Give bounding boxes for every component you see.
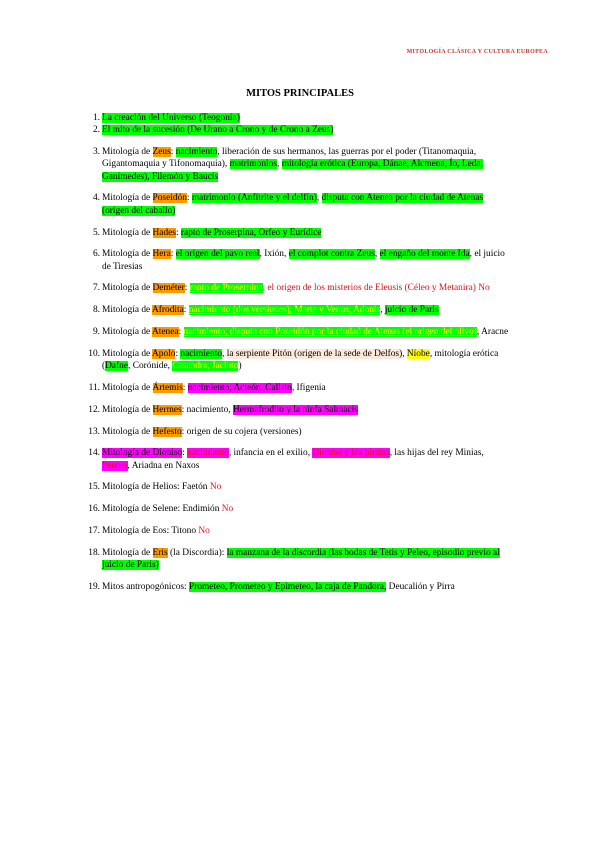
list-spacer <box>102 394 512 404</box>
item-number: 4. <box>92 193 100 204</box>
text-segment: Mitología de Helios: Faetón <box>102 482 210 493</box>
item-number: 14. <box>88 448 100 459</box>
text-segment: (la Discordia): <box>167 547 227 558</box>
item-number: 19. <box>88 581 100 592</box>
text-segment: No <box>209 482 222 493</box>
list-spacer <box>102 494 512 504</box>
item-number: 2. <box>92 125 100 136</box>
item-text <box>102 348 512 373</box>
text-segment: Prometeo, Prometeo y Epimeteo, la caja de Pandora, <box>188 581 387 592</box>
item-number: 7. <box>92 283 100 294</box>
list-spacer <box>102 438 512 448</box>
text-segment: Mitología de Dioniso <box>102 448 183 459</box>
item-text <box>102 326 512 338</box>
text-segment: Mitología de Eos: Titono <box>102 526 199 537</box>
text-segment: Eris <box>152 547 168 558</box>
text-segment: matrimonio (Anfítrite y el delfín) <box>191 193 317 204</box>
text-segment: Mitología de <box>102 426 153 437</box>
item-number: 9. <box>92 327 100 338</box>
item-text <box>102 447 512 472</box>
item-number: 3. <box>92 147 100 158</box>
text-segment: : <box>183 305 189 316</box>
item-number: 1. <box>92 113 100 123</box>
list-item <box>88 547 512 572</box>
text-segment: Mitología de <box>102 283 153 294</box>
list-item <box>92 304 512 316</box>
document-title: MITOS PRINCIPALES <box>246 88 354 99</box>
item-text <box>102 192 512 217</box>
text-segment: Mitología de <box>102 193 153 204</box>
text-segment: Mitología de <box>102 147 153 158</box>
text-segment: : <box>184 283 190 294</box>
list-item <box>88 447 512 472</box>
text-segment: Hermes <box>152 404 182 415</box>
text-segment: Mitología de <box>102 382 153 393</box>
text-segment: Mitología de <box>102 227 153 238</box>
text-segment: , Aracne <box>476 327 509 338</box>
text-segment: : origen de su cojera (versiones) <box>181 426 302 437</box>
item-text <box>102 547 512 572</box>
text-segment: : <box>182 448 188 459</box>
text-segment: juicio de Paris <box>384 305 439 316</box>
text-segment: Apolo <box>152 348 176 359</box>
item-number: 6. <box>92 249 100 260</box>
text-segment: Mitología de <box>102 404 153 415</box>
text-segment: Mitología de <box>102 305 152 316</box>
text-segment: , <box>316 193 322 204</box>
text-segment: Poseidón <box>152 193 187 204</box>
text-segment: el origen del pavo real <box>175 249 260 260</box>
list-spacer <box>102 338 512 348</box>
item-number: 8. <box>92 305 100 316</box>
text-segment: mitología erótica (Europa, Dánae, Alcmena, Ío, Leda, Ganímedes), Filemón y Baucis <box>102 159 483 182</box>
item-text <box>102 248 512 273</box>
item-text <box>102 525 512 537</box>
text-segment: ) <box>238 361 242 372</box>
item-number: 17. <box>88 526 100 537</box>
item-number: 5. <box>92 227 100 238</box>
list-spacer <box>102 239 512 249</box>
list-spacer <box>102 472 512 482</box>
item-text <box>102 481 512 493</box>
text-segment: El mito de la sucesión (De Urano a Crono y de Crono a Zeus) <box>102 125 334 136</box>
list-item <box>92 192 512 217</box>
text-segment: , el juicio de Tiresias <box>102 249 505 272</box>
list-item <box>88 481 512 493</box>
text-segment: Hefesto <box>152 426 182 437</box>
text-segment: : <box>182 382 188 393</box>
list-item <box>92 248 512 273</box>
list-spacer <box>102 273 512 283</box>
list-spacer <box>102 137 512 147</box>
item-number: 15. <box>88 482 100 493</box>
text-segment: La creación del Universo (Teogonía) <box>102 113 240 123</box>
item-number: 16. <box>88 504 100 515</box>
text-segment: el engaño del monte Ida <box>379 249 470 260</box>
text-segment: nacimiento <box>180 348 223 359</box>
item-number: 10. <box>88 348 100 359</box>
item-number: 18. <box>88 547 100 558</box>
text-segment: Afrodita <box>152 305 184 316</box>
text-segment: , <box>277 159 282 170</box>
text-segment: Ártemis <box>152 382 183 393</box>
text-segment: , <box>402 348 407 359</box>
text-segment: Dioniso y los piratas <box>312 448 390 459</box>
text-segment: Deméter <box>152 283 185 294</box>
text-segment: : <box>175 348 181 359</box>
running-header: MITOLOGÍA CLÁSICA Y CULTURA EUROPEA <box>406 49 548 55</box>
list-spacer <box>102 217 512 227</box>
list-item <box>92 227 512 239</box>
list-spacer <box>102 416 512 426</box>
text-segment: Hermafrodito y la ninfa Salmacis <box>232 404 358 415</box>
item-text <box>102 146 512 183</box>
text-segment: Mitología de <box>102 327 152 338</box>
text-segment: Níobe <box>406 348 430 359</box>
text-segment: , las hijas del rey Minias, <box>389 448 484 459</box>
item-text <box>102 304 512 316</box>
list-item <box>88 426 512 438</box>
text-segment: Deucalión y Pirra <box>386 581 455 592</box>
text-segment: rapto de Proserpina, Orfeo y Eurídice <box>180 227 322 238</box>
list-spacer <box>102 317 512 327</box>
item-number: 13. <box>88 426 100 437</box>
text-segment: Mitos antropogónicos: <box>102 581 189 592</box>
list-item <box>88 525 512 537</box>
text-segment: Hades <box>152 227 176 238</box>
list-spacer <box>102 571 512 581</box>
text-segment: : <box>170 147 176 158</box>
item-text <box>102 404 512 416</box>
text-segment: nacimiento, Acteón, Calisto <box>187 382 292 393</box>
text-segment: Mitología de Selene: Endimión <box>102 504 222 515</box>
text-segment: , Corónide, <box>128 361 173 372</box>
list-item <box>92 326 512 338</box>
list-spacer <box>102 183 512 193</box>
text-segment: , el origen de los misterios de Eleusis (Céleo y Metanira) No <box>262 283 490 294</box>
text-segment: , <box>374 249 380 260</box>
item-number: 11. <box>88 382 100 393</box>
list-spacer <box>102 516 512 526</box>
text-segment: : <box>170 249 176 260</box>
text-segment: Casandra, Jacinto <box>172 361 239 372</box>
item-text <box>102 227 512 239</box>
text-segment: la manzana de la discordia (las bodas de Tetis y Peleo, episodio previo al juicio de Paris) <box>102 547 500 571</box>
item-text <box>102 282 512 294</box>
text-segment: Zeus <box>152 147 171 158</box>
text-segment: nacimiento <box>187 448 229 459</box>
text-segment: rapto de Proserpina <box>189 283 263 294</box>
text-segment: : <box>186 193 192 204</box>
list-item <box>88 581 512 593</box>
text-segment: , <box>222 348 227 359</box>
text-segment: , <box>380 305 385 316</box>
text-segment: , Ixión, <box>259 249 289 260</box>
text-segment: nacimiento <box>175 147 218 158</box>
list-item <box>88 503 512 515</box>
text-segment: No <box>221 504 234 515</box>
text-segment: : <box>178 327 184 338</box>
text-segment: , Ifigenia <box>291 382 326 393</box>
text-segment: , mitología erótica ( <box>102 348 499 372</box>
list-item <box>88 348 512 373</box>
item-text <box>102 503 512 515</box>
text-segment: Mitología de <box>102 348 152 359</box>
text-segment: el complot contra Zeus <box>288 249 375 260</box>
text-segment: Mitología de <box>102 249 153 260</box>
text-segment: : <box>175 227 181 238</box>
text-segment: la serpiente Pitón (origen de la sede de Delfos) <box>226 348 403 359</box>
list-item <box>92 112 512 124</box>
item-number: 12. <box>88 404 100 415</box>
item-text <box>102 426 512 438</box>
myths-list <box>88 112 512 593</box>
text-segment: , infancia en el exilio, <box>228 448 313 459</box>
list-item <box>88 382 512 394</box>
list-item <box>92 124 512 136</box>
list-item <box>92 282 512 294</box>
text-segment: Penteo <box>102 460 128 471</box>
list-item <box>92 146 512 183</box>
text-segment: nacimiento, disputa con Poseidón por la ciudad de Atenas (el origen del olivo) <box>183 327 477 338</box>
text-segment: Mitología de <box>102 547 153 558</box>
item-text <box>102 124 512 136</box>
text-segment: Atenea <box>152 327 179 338</box>
item-text <box>102 581 512 593</box>
text-segment: , Ariadna en Naxos <box>127 460 200 471</box>
list-spacer <box>102 537 512 547</box>
item-text <box>102 112 512 124</box>
item-text <box>102 382 512 394</box>
text-segment: : nacimiento, <box>181 404 233 415</box>
text-segment: nacimiento (dos versiones), Marte y Venus, Adonis <box>188 305 381 316</box>
list-spacer <box>102 372 512 382</box>
text-segment: Dafne <box>105 361 129 372</box>
text-segment: , liberación de sus hermanos, las guerras por el poder (Titanomaquia, Gigantomaquia y Tifonomaquia), <box>102 147 477 170</box>
list-spacer <box>102 295 512 305</box>
text-segment: Hera <box>152 249 171 260</box>
text-segment: No <box>198 526 210 537</box>
text-segment: matrimonios <box>229 159 277 170</box>
list-item <box>88 404 512 416</box>
text-segment: disputa con Atenea por la ciudad de Atenas (origen del caballo) <box>102 193 484 216</box>
